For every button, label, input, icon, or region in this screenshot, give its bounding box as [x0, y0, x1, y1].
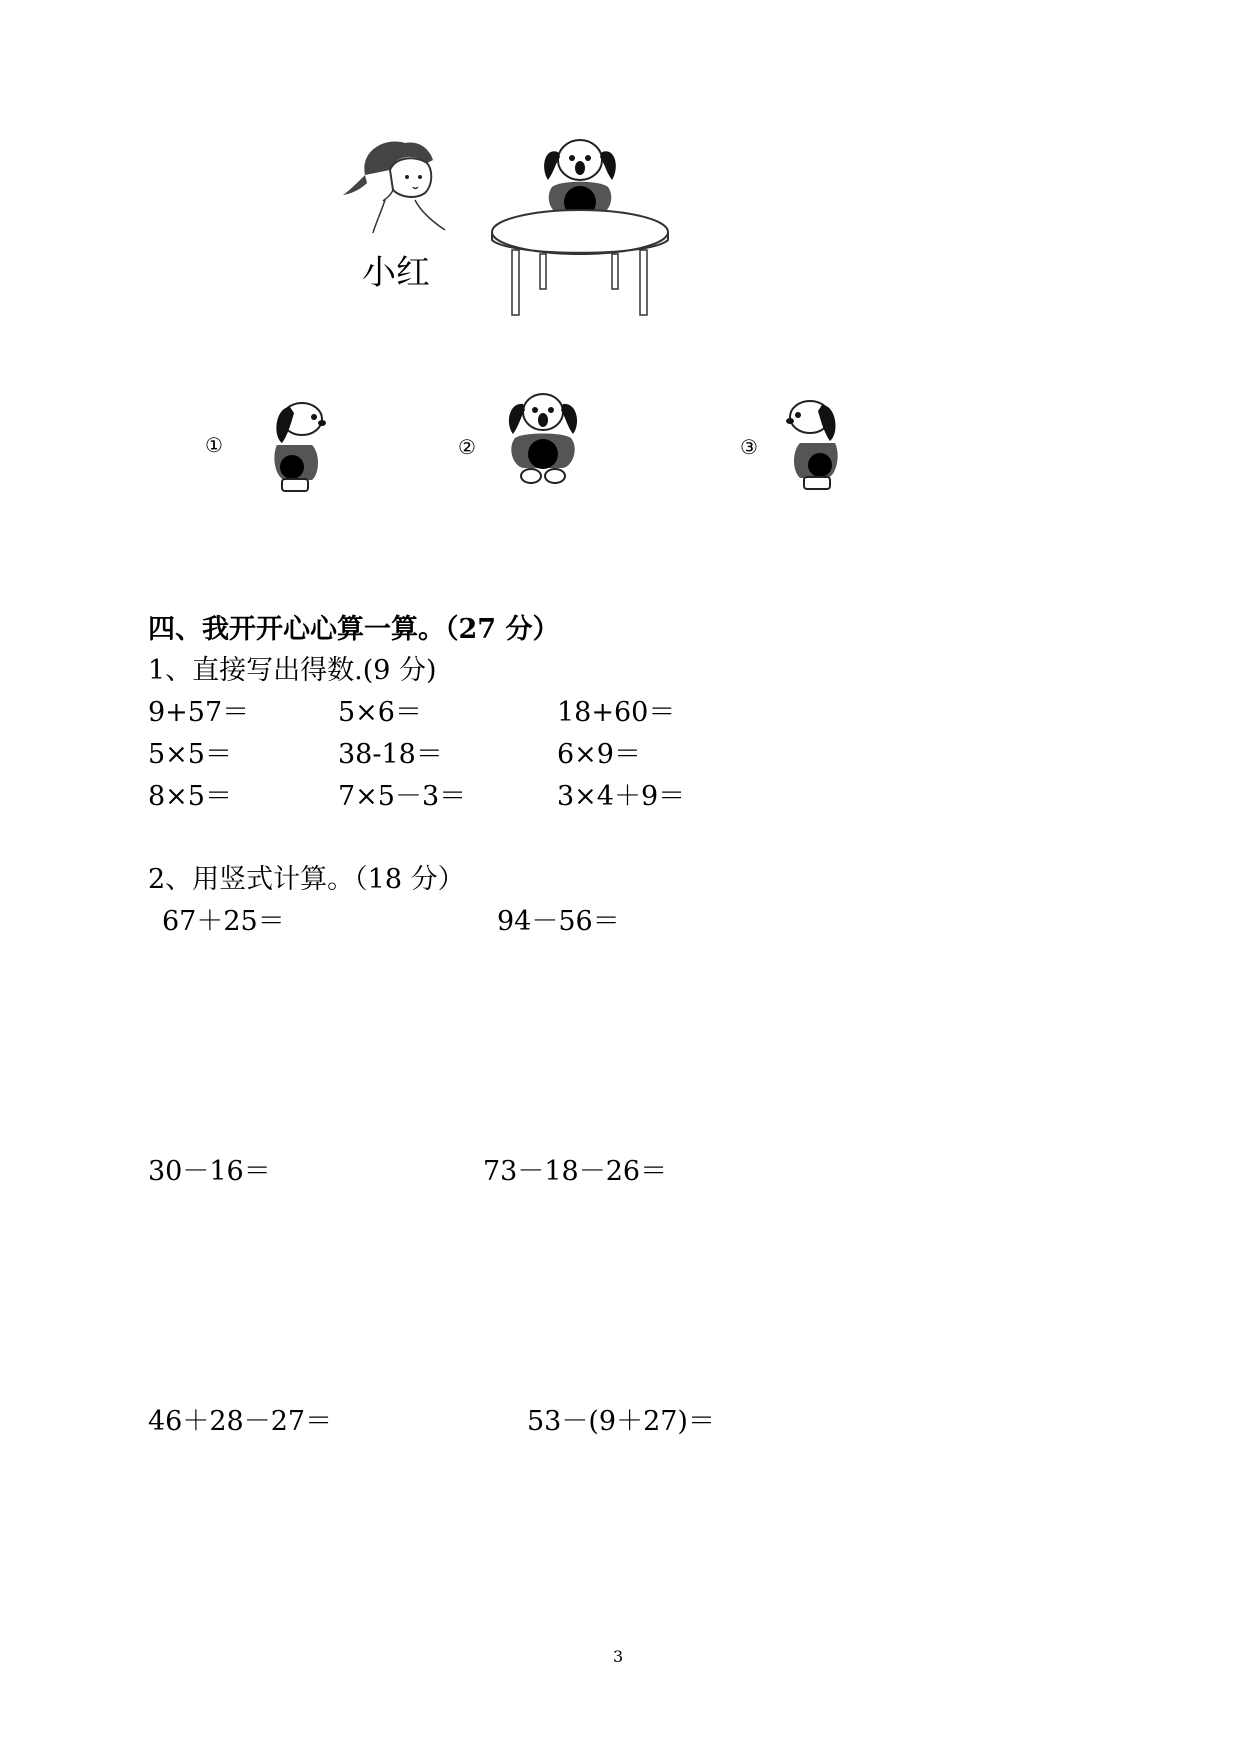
- oral-calc-item: 7×5－3＝: [338, 781, 467, 812]
- dog-front-view-icon: [497, 388, 589, 488]
- vertical-calc-item: 53－(9＋27)＝: [527, 1406, 715, 1437]
- vertical-calc-item: 67＋25＝: [162, 906, 285, 937]
- vertical-calc-item: 46＋28－27＝: [148, 1406, 333, 1437]
- oral-calc-item: 9+57＝: [148, 697, 250, 728]
- girl-name-label: 小红: [362, 253, 430, 293]
- dog-side-view-right-icon: [778, 393, 850, 493]
- girl-illustration: [345, 135, 455, 235]
- question-2-title: 2、用竖式计算。（18 分）: [148, 864, 465, 895]
- oral-calc-item: 3×4＋9＝: [557, 781, 686, 812]
- vertical-calc-item: 73－18－26＝: [483, 1156, 668, 1187]
- oral-calc-item: 6×9＝: [557, 739, 641, 770]
- dog-on-table-illustration: [490, 132, 670, 327]
- oral-calc-item: 18+60＝: [557, 697, 676, 728]
- question-1-title: 1、直接写出得数.(9 分): [148, 655, 437, 686]
- oral-calc-item: 38-18＝: [338, 739, 443, 770]
- option-1-marker: ①: [205, 433, 223, 457]
- oral-calc-item: 5×5＝: [148, 739, 232, 770]
- option-3-marker: ③: [740, 435, 758, 459]
- oral-calc-item: 5×6＝: [338, 697, 422, 728]
- dog-side-view-left-icon: [262, 395, 334, 495]
- section-4-title: 四、我开开心心算一算。（27 分）: [148, 614, 560, 645]
- option-2-marker: ②: [458, 435, 476, 459]
- oral-calc-item: 8×5＝: [148, 781, 232, 812]
- vertical-calc-item: 30－16＝: [148, 1156, 271, 1187]
- page-number: 3: [613, 1647, 624, 1666]
- vertical-calc-item: 94－56＝: [497, 906, 620, 937]
